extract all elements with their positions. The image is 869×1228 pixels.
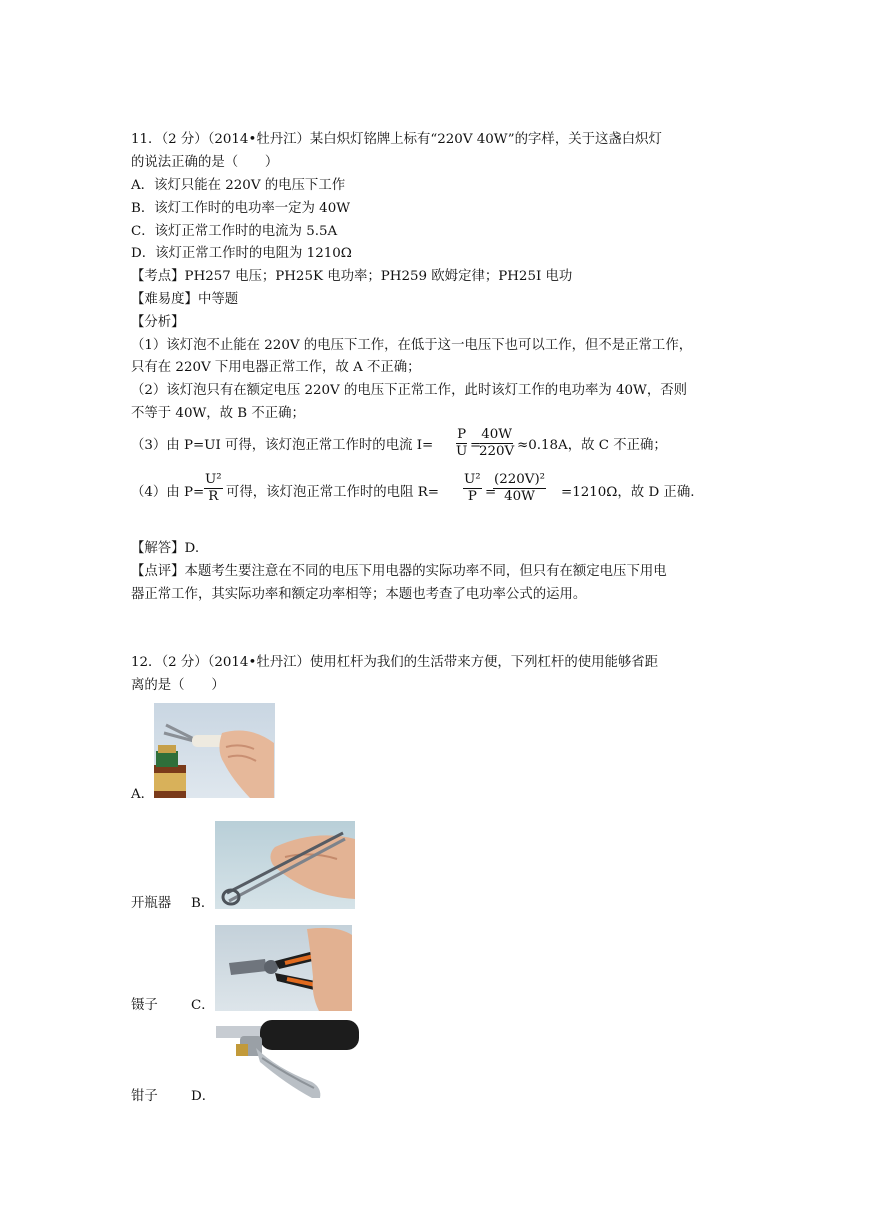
fraction-numerator: 40W [481, 427, 513, 442]
q11-comment-line1: 【点评】本题考生要注意在不同的电压下用电器的实际功率不同，但只有在额定电压下用电 [131, 564, 667, 579]
q11-option-b: B．该灯工作时的电功率一定为 40W [131, 201, 350, 216]
bottle-opener-image [154, 703, 275, 798]
q11-analysis-p1-line1: （1）该灯泡不止能在 220V 的电压下工作，在低于这一电压下也可以工作，但不是正常工作， [131, 338, 693, 353]
q11-analysis-p4-prefix: （4）由 P= [131, 485, 205, 500]
q12-option-a-label: A． [131, 787, 155, 802]
q11-analysis-p4-suffix: =1210Ω，故 D 正确. [561, 485, 695, 500]
fraction-40w-over-220v [478, 427, 515, 460]
q11-analysis-p3-suffix: ≈0.18A，故 C 不正确； [517, 438, 667, 453]
equals-sign: = [485, 485, 497, 500]
fraction-u2-over-r [204, 472, 223, 505]
q11-difficulty: 【难易度】中等题 [131, 292, 239, 307]
brake-lever-image [216, 1018, 359, 1104]
fraction-denominator: R [208, 489, 219, 504]
q11-option-d: D．该灯正常工作时的电阻为 1210Ω [131, 246, 352, 261]
q12-option-b-name: 镊子 [131, 998, 158, 1013]
fraction-numerator: (220V)² [494, 472, 546, 487]
q11-analysis-p1-line2: 只有在 220V 下用电器正常工作，故 A 不正确； [131, 360, 421, 375]
q11-analysis-p3-prefix: （3）由 P=UI 可得，该灯泡正常工作时的电流 I= [131, 438, 434, 453]
fraction-denominator: 220V [479, 444, 515, 459]
fraction-denominator: P [467, 489, 477, 504]
q11-analysis-p2-line2: 不等于 40W，故 B 不正确； [131, 406, 305, 421]
fraction-p-over-u [455, 427, 468, 460]
q11-stem-line1: 11．（2 分）（2014•牡丹江）某白炽灯铭牌上标有“220V 40W”的字样，关于这盏白炽灯 [131, 132, 662, 147]
fraction-denominator: U [456, 444, 468, 459]
tweezers-image [215, 821, 355, 909]
fraction-220v2-over-40w [493, 472, 546, 505]
q11-analysis-heading: 【分析】 [131, 315, 185, 330]
fraction-u2-over-p [463, 472, 482, 505]
q11-analysis-p4-middle: 可得，该灯泡正常工作时的电阻 R= [226, 485, 440, 500]
pliers-image [215, 925, 352, 1011]
q11-analysis-p2-line1: （2）该灯泡只有在额定电压 220V 的电压下正常工作，此时该灯工作的电功率为 40W，否则 [131, 383, 687, 398]
q11-kaodian: 【考点】PH257 电压；PH25K 电功率；PH259 欧姆定律；PH25I 电功 [131, 269, 573, 284]
q11-stem-line2: 的说法正确的是（ ） [131, 155, 279, 170]
q12-stem-line2: 离的是（ ） [131, 678, 225, 693]
q12-option-c-name: 钳子 [131, 1089, 158, 1104]
q12-option-a-name: 开瓶器 [131, 896, 172, 911]
q12-option-c-label: C． [191, 998, 215, 1013]
equals-sign: = [470, 438, 482, 453]
q11-comment-line2: 器正常工作，其实际功率和额定功率相等；本题也考查了电功率公式的运用。 [131, 587, 587, 602]
q11-option-c: C．该灯正常工作时的电流为 5.5A [131, 224, 338, 239]
q11-option-a: A．该灯只能在 220V 的电压下工作 [131, 178, 346, 193]
fraction-numerator: U² [205, 472, 222, 487]
q11-answer: 【解答】D. [131, 541, 200, 556]
fraction-numerator: U² [464, 472, 481, 487]
q12-option-d-label: D． [191, 1089, 216, 1104]
q12-stem-line1: 12．（2 分）（2014•牡丹江）使用杠杆为我们的生活带来方便，下列杠杆的使用能够省距 [131, 655, 659, 670]
fraction-denominator: 40W [504, 489, 535, 504]
q12-option-b-label: B． [191, 896, 215, 911]
fraction-numerator: P [457, 427, 467, 442]
